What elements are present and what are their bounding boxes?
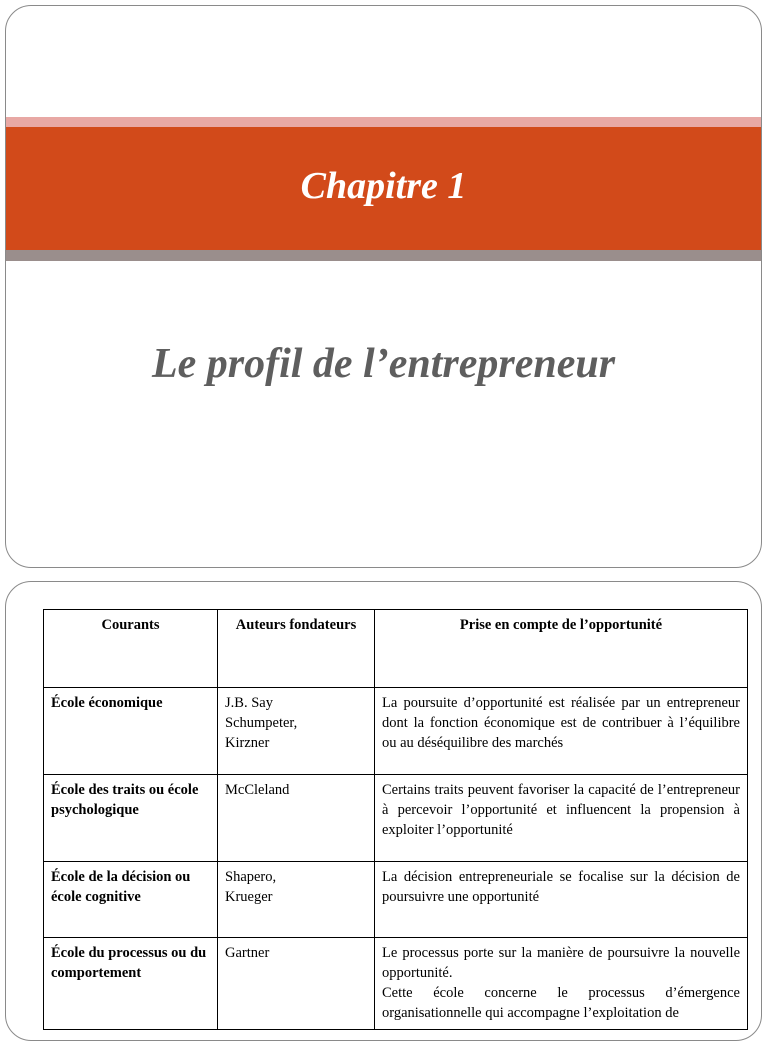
table-row [44, 688, 748, 775]
header-auteurs: Auteurs fondateurs [218, 610, 375, 688]
table-row [44, 862, 748, 938]
author-name: Krueger [225, 889, 273, 905]
opportunite-text: Le processus porte sur la manière de poursuivre la nouvelle opportunité. [382, 945, 740, 981]
cell-opportunite [375, 938, 748, 1030]
title-slide [5, 5, 762, 568]
author-name: Gartner [225, 945, 270, 961]
cell-auteurs [218, 862, 375, 938]
opportunite-text: La décision entrepreneuriale se focalise sur la décision de poursuivre une opportunité [382, 869, 740, 905]
author-name: McCleland [225, 782, 290, 798]
cell-courant: École de la décision ou école cognitive [44, 862, 218, 938]
cell-courant: École du processus ou du comportement [44, 938, 218, 1030]
cell-auteurs [218, 688, 375, 775]
opportunite-text: Certains traits peuvent favoriser la capacité de l’entrepreneur à percevoir l’opportunité et influencent la propension à exploiter l’opportunité [382, 782, 740, 838]
cell-courant: École des traits ou école psychologique [44, 775, 218, 862]
author-name: Shapero, [225, 869, 277, 885]
table-row [44, 775, 748, 862]
cell-opportunite [375, 775, 748, 862]
schools-table [43, 609, 748, 1030]
cell-opportunite [375, 862, 748, 938]
slide-subtitle: Le profil de l’entrepreneur [151, 341, 616, 387]
chapter-title: Chapitre 1 [300, 165, 467, 207]
cell-auteurs [218, 938, 375, 1030]
table-header-row [44, 610, 748, 688]
cell-opportunite [375, 688, 748, 775]
header-opportunite: Prise en compte de l’opportunité [375, 610, 748, 688]
header-courants: Courants [44, 610, 218, 688]
cell-courant: École économique [44, 688, 218, 775]
table-row [44, 938, 748, 1030]
author-name: Schumpeter, [225, 715, 298, 731]
accent-band-top [6, 117, 761, 127]
author-name: J.B. Say [225, 695, 273, 711]
author-name: Kirzner [225, 735, 270, 751]
accent-band-bottom [6, 250, 761, 261]
table-slide [5, 581, 762, 1041]
opportunite-text: La poursuite d’opportunité est réalisée par un entrepreneur dont la fonction économique est de contribuer à l’équilibre ou au déséquilibre des marchés [382, 695, 740, 751]
opportunite-text: Cette école concerne le processus d’émergence organisationnelle qui accompagne l’exploitation de [382, 985, 740, 1021]
cell-auteurs [218, 775, 375, 862]
